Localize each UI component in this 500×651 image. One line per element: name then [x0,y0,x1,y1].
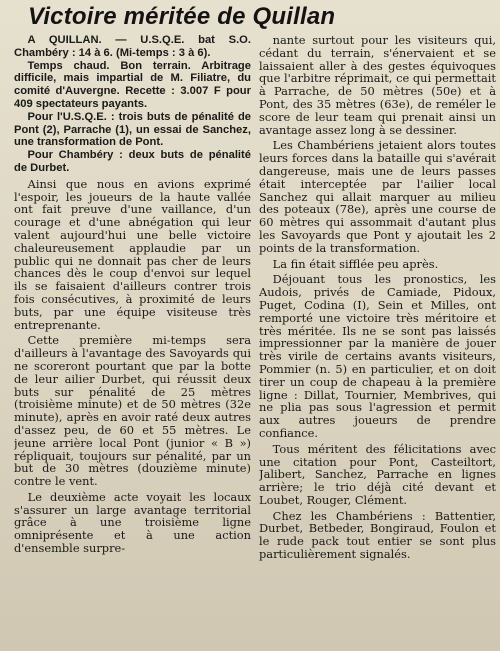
article-paragraph: Pour l'U.S.Q.E. : trois buts de pénalité de Pont (2), Parrache (1), un essai de Sanchez, une transformation de Pont. [14,110,251,149]
article-body [14,34,496,649]
article-paragraph: A QUILLAN. — U.S.Q.E. bat S.O. Chambéry : 14 à 6. (Mi-temps : 3 à 6). [14,34,251,59]
article-column-1 [14,34,251,649]
article-paragraph: nante surtout pour les visiteurs qui, cédant du terrain, s'énervaient et se laissaient aller à des gestes équivoques que l'arbitre réprimait, ce qui permettait à Parrache, de 50 mètres (50e) et à Pont, des 35 mètres (63e), de reméler le score de leur team qui prenait ainsi un avantage assez long à se dessiner. [259,34,496,137]
article-paragraph: Les Chambériens jetaient alors toutes leurs forces dans la bataille qui s'avérait dangereuse, mais une de leurs passes était interceptée par l'ailier local Sanchez qui allait marquer au milieu des poteaux (78e), après une course de 60 mètres qui assommait d'autant plus les Savoyards que Pont y ajoutait les 2 points de la transformation. [259,138,496,255]
article-paragraph: La fin était sifflée peu après. [272,256,439,271]
article-paragraph: Chez les Chambériens : Battentier, Durbet, Betbeder, Bongiraud, Foulon et le rude pack tout entier se sont plus particulièrement signalés. [259,508,496,562]
article-paragraph: Cette première mi-temps sera d'ailleurs à l'avantage des Savoyards qui ne scoreront pourtant que par la botte de leur ailier Durbet, qui réussit deux buts sur pénalité de 25 mètres (troisième minute) et de 50 mètres (32e minute), après en avoir raté deux autres d'assez peu, de 60 et 55 mètres. Le jeune arrière local Pont (junior « B ») répliquait, toujours sur pénalité, par un but de 30 mètres (douzième minute) contre le vent. [14,333,251,489]
article-paragraph: Temps chaud. Bon terrain. Arbitrage difficile, mais impartial de M. Filiatre, du comité d'Auvergne. Recette : 3.007 F pour 409 spectateurs payants. [14,59,251,110]
article-column-2 [259,34,496,649]
article-headline: Victoire méritée de Quillan [28,3,336,30]
article-paragraph: Déjouant tous les pronostics, les Audois, privés de Camiade, Pidoux, Puget, Codina (I), Sein et Milles, ont remporté une victoire très méritoire et très méritée. Ils ne se sont pas laissés impressionner par la manière de jouer très virile de certains avants visiteurs, Pommier (n. 5) en particulier, et on doit tirer un coup de chapeau à la première ligne : Dillat, Tournier, Membrives, qui ne plia pas sous l'agression et permit aux autres joueurs de prendre confiance. [259,272,496,440]
article-paragraph: Pour Chambéry : deux buts de pénalité de Durbet. [14,149,251,174]
article-paragraph: Le deuxième acte voyait les locaux s'assurer un large avantage territorial grâce à une troisième ligne omniprésente et à une action d'ensemble surpre- [14,489,251,556]
article-paragraph: Ainsi que nous en avions exprimé l'espoir, les joueurs de la haute vallée ont fait preuve d'une vaillance, d'un courage et d'une abnégation qui leur valent aujourd'hui une belle victoire chaleureusement applaudie par un public qui ne donnait pas cher de leurs chances dès le coup d'envoi sur lequel ils se faisaient d'ailleurs contrer trois fois consécutives, à proximité de leurs buts, par une équipe visiteuse très entreprenante. [14,176,251,332]
article-paragraph: Tous méritent des félicitations avec une citation pour Pont, Casteiltort, Jalibert, Sanchez, Parrache en lignes arrière; le trio déjà cité devant et Loubet, Rouger, Clément. [259,441,496,507]
